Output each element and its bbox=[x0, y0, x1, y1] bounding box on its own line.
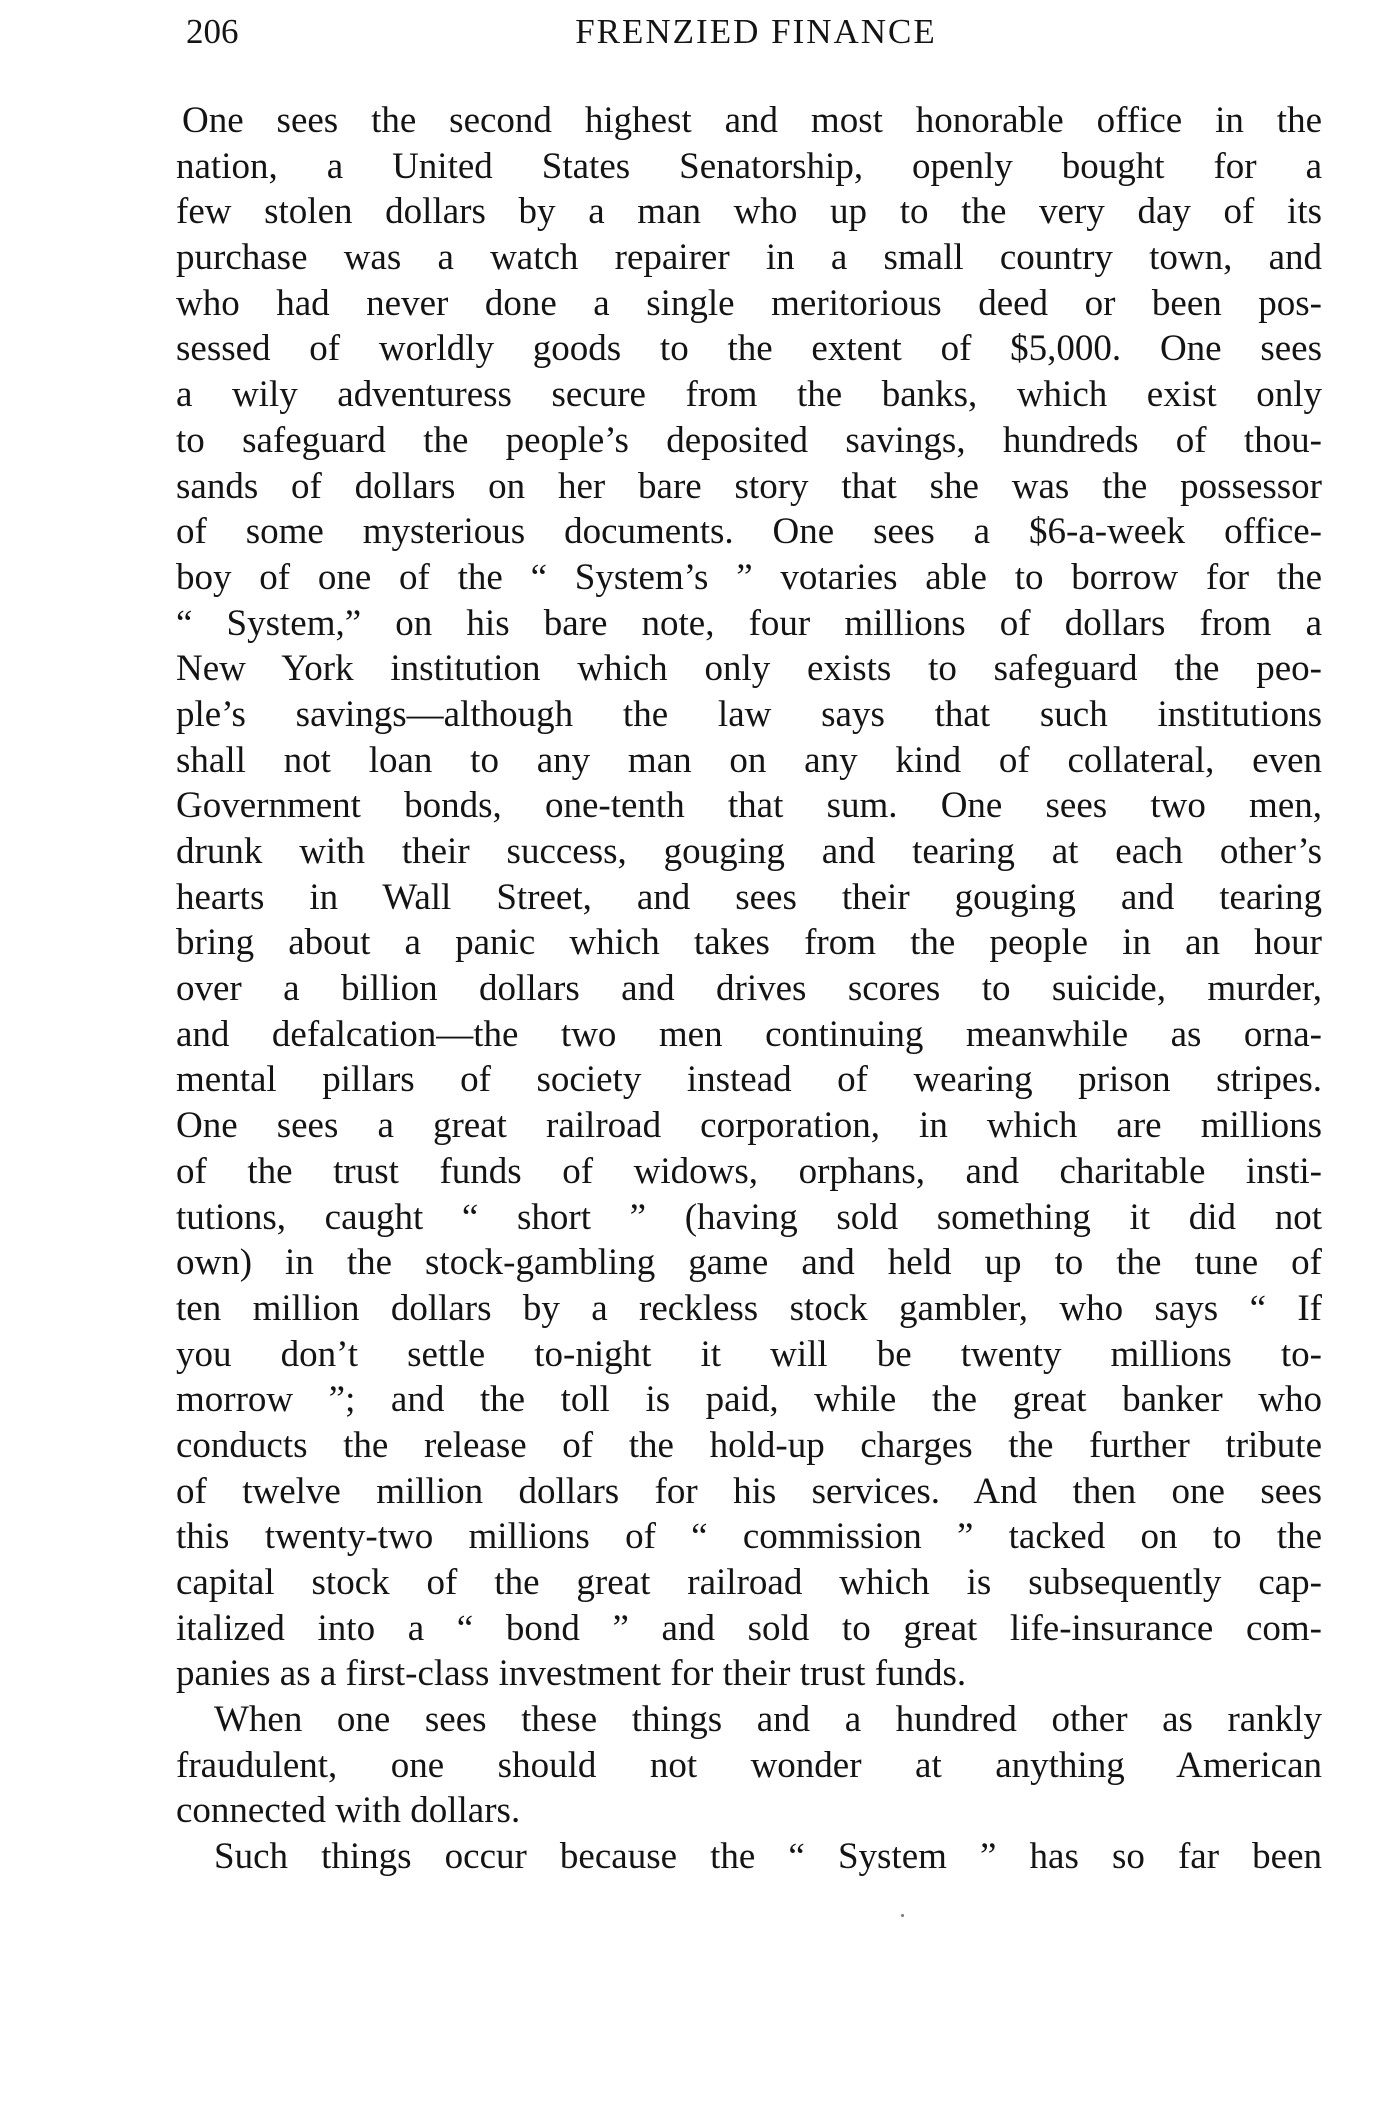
text-line: New York institution which only exists to safeguard the peo- bbox=[176, 648, 1322, 690]
text-line: One sees the second highest and most honorable office in the bbox=[182, 100, 1322, 141]
running-title: FRENZIED FINANCE bbox=[575, 12, 937, 51]
text-line: of some mysterious documents. One sees a $6-a-week office- bbox=[176, 511, 1322, 553]
text-line: morrow ”; and the toll is paid, while the great banker who bbox=[176, 1379, 1322, 1421]
text-line: connected with dollars. bbox=[176, 1790, 521, 1832]
text-line: “ System,” on his bare note, four millions of dollars from a bbox=[176, 602, 1322, 644]
text-line: One sees a great railroad corporation, in which are millions bbox=[176, 1105, 1322, 1147]
text-line: to safeguard the people’s deposited savings, hundreds of thou- bbox=[176, 419, 1322, 461]
text-line: this twenty-two millions of “ commission ” tacked on to the bbox=[176, 1516, 1322, 1558]
text-line: and defalcation—the two men continuing meanwhile as orna- bbox=[176, 1013, 1322, 1055]
text-line: of twelve million dollars for his services. And then one sees bbox=[176, 1470, 1322, 1512]
text-line: bring about a panic which takes from the people in an hour bbox=[176, 922, 1322, 964]
text-line: purchase was a watch repairer in a small country town, and bbox=[176, 237, 1322, 279]
text-line: of the trust funds of widows, orphans, and charitable insti- bbox=[176, 1150, 1322, 1192]
text-line: drunk with their success, gouging and tearing at each other’s bbox=[176, 831, 1322, 872]
text-line: over a billion dollars and drives scores to suicide, murder, bbox=[176, 968, 1322, 1010]
text-line: own) in the stock-gambling game and held up to the tune of bbox=[176, 1242, 1322, 1284]
text-line: sands of dollars on her bare story that she was the possessor bbox=[176, 465, 1322, 507]
page-number: 206 bbox=[186, 12, 239, 51]
ink-speck bbox=[901, 1914, 904, 1917]
text-line: who had never done a single meritorious deed or been pos- bbox=[176, 282, 1322, 324]
text-line: Government bonds, one-tenth that sum. One sees two men, bbox=[176, 785, 1322, 827]
text-line: When one sees these things and a hundred other as rankly bbox=[214, 1699, 1322, 1741]
text-line: you don’t settle to-night it will be twenty millions to- bbox=[176, 1333, 1322, 1375]
text-line: Such things occur because the “ System ” has so far been bbox=[214, 1836, 1322, 1878]
body-text bbox=[176, 98, 1322, 1880]
text-line: tutions, caught “ short ” (having sold something it did not bbox=[176, 1196, 1322, 1238]
text-line: hearts in Wall Street, and sees their gouging and tearing bbox=[176, 876, 1322, 918]
text-line: capital stock of the great railroad which is subsequently cap- bbox=[176, 1562, 1322, 1603]
text-line: conducts the release of the hold-up charges the further tribute bbox=[176, 1424, 1322, 1466]
text-line: ple’s savings—although the law says that such institutions bbox=[176, 693, 1322, 735]
running-head bbox=[186, 6, 1326, 58]
text-line: shall not loan to any man on any kind of collateral, even bbox=[176, 739, 1322, 781]
text-line: italized into a “ bond ” and sold to great life-insurance com- bbox=[176, 1607, 1322, 1649]
text-line: sessed of worldly goods to the extent of $5,000. One sees bbox=[176, 328, 1322, 370]
text-line: mental pillars of society instead of wearing prison stripes. bbox=[176, 1059, 1322, 1101]
text-line: boy of one of the “ System’s ” votaries able to borrow for the bbox=[176, 556, 1322, 598]
text-line: fraudulent, one should not wonder at anything American bbox=[176, 1744, 1322, 1786]
text-line: ten million dollars by a reckless stock gambler, who says “ If bbox=[176, 1287, 1322, 1329]
text-line: a wily adventuress secure from the banks, which exist only bbox=[176, 374, 1322, 416]
text-line: panies as a first-class investment for their trust funds. bbox=[176, 1653, 967, 1695]
text-line: few stolen dollars by a man who up to the very day of its bbox=[176, 191, 1322, 233]
text-line: nation, a United States Senatorship, openly bought for a bbox=[176, 145, 1322, 187]
